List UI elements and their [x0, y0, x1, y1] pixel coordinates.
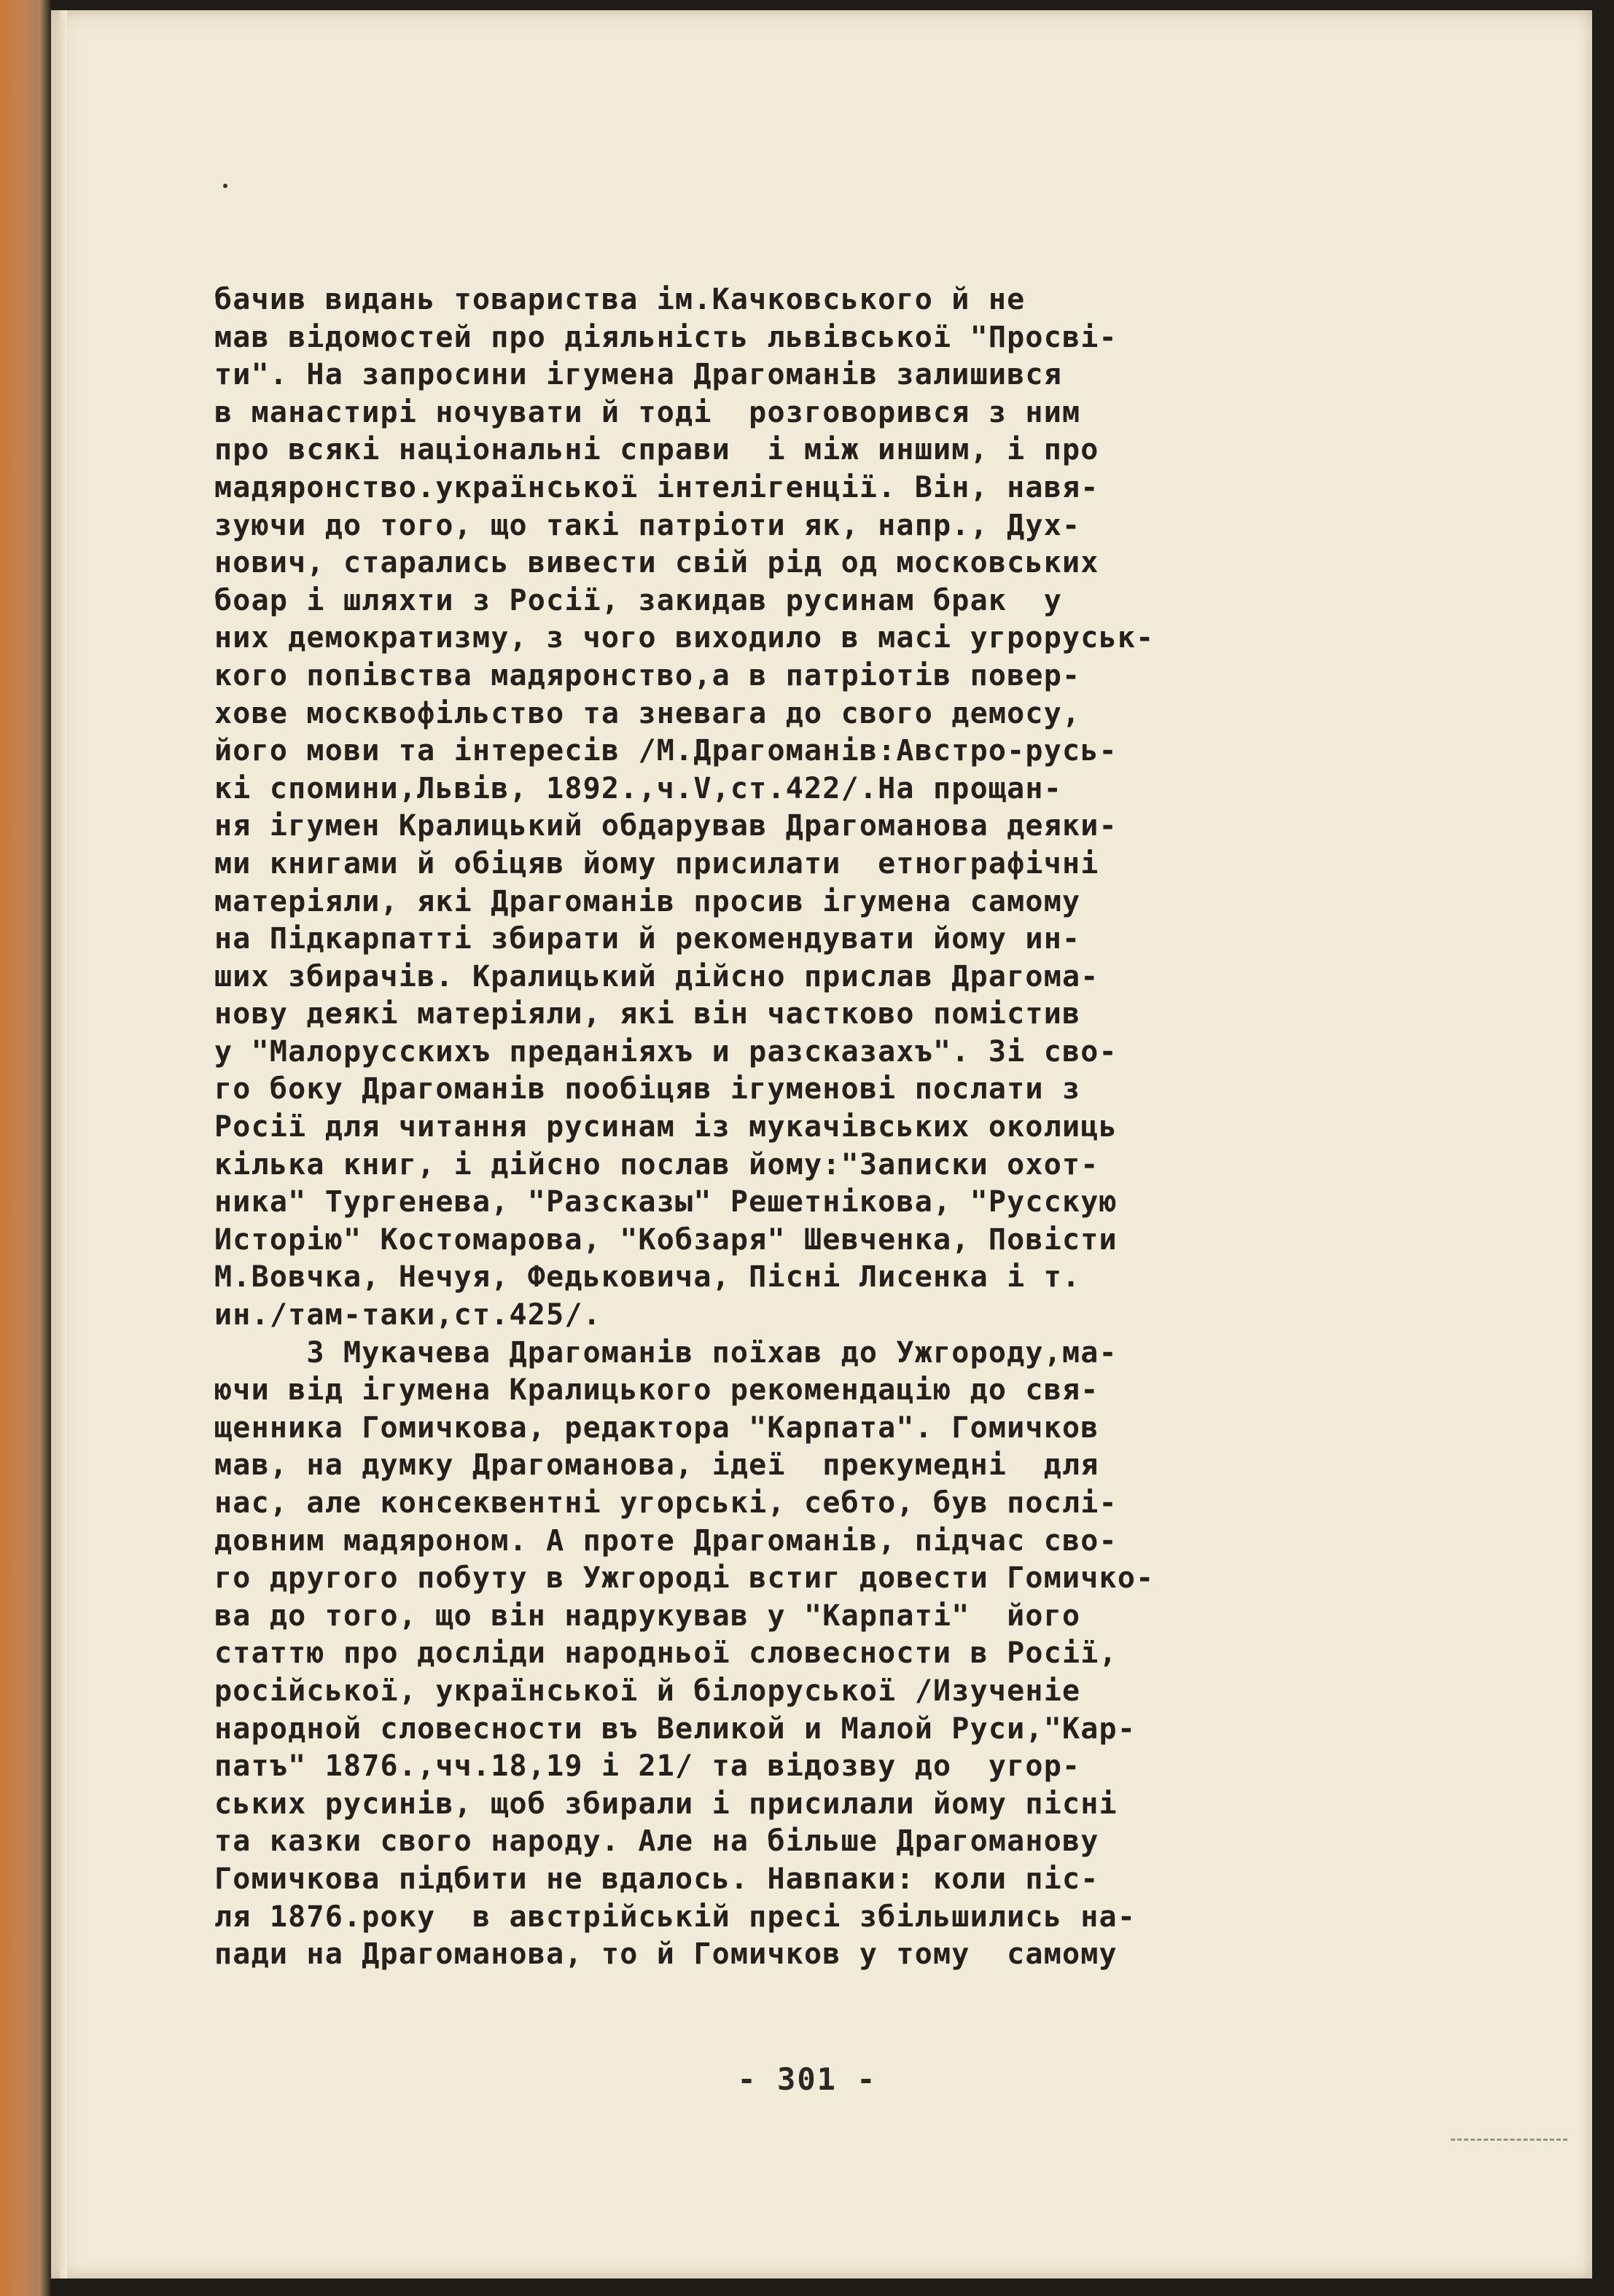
text-line: мав відомостей про діяльність львівської "Просві- — [214, 320, 1118, 354]
text-line: Гомичкова підбити не вдалось. Навпаки: коли піс- — [214, 1862, 1099, 1896]
text-line: нову деякі матеріяли, які він частково помістив — [214, 997, 1081, 1031]
text-line: мадяронство.української інтелігенції. Він, навя- — [214, 470, 1099, 504]
text-line: ських русинів, щоб збирали і присилали йому пісні — [214, 1787, 1118, 1821]
text-line: про всякі національні справи і між иншим, і про — [214, 433, 1099, 467]
text-line: бачив видань товариства ім.Качковського й не — [214, 283, 1026, 316]
page-fold-shadow — [60, 10, 67, 2279]
text-line: російської, української й білоруської /Изученіе — [214, 1674, 1081, 1708]
text-line: в манастирі ночувати й тоді розговорився з ним — [214, 395, 1081, 429]
text-line: ника" Тургенева, "Разсказы" Решетнікова, "Русскую — [214, 1185, 1118, 1219]
text-line: хове москвофільство та зневага до свого демосу, — [214, 696, 1081, 730]
text-line: ти". На запросини ігумена Драгоманів залишився — [214, 358, 1062, 392]
text-line: кілька книг, і дійсно послав йому:"Записки охот- — [214, 1147, 1099, 1182]
text-line: його мови та інтересів /М.Драгоманів:Австро-русь- — [214, 734, 1118, 768]
text-line: нович, старались вивести свій рід од московських — [214, 546, 1099, 580]
text-line: боар і шляхти з Росії, закидав русинам брак у — [214, 583, 1062, 617]
dashed-rule — [1451, 2139, 1567, 2141]
text-line: ин./там-таки,ст.425/. — [214, 1298, 601, 1332]
text-line: довним мадяроном. А проте Драгоманів, підчас сво- — [214, 1523, 1118, 1558]
text-line: та казки свого народу. Але на більше Драгоманову — [214, 1824, 1099, 1859]
text-line: ючи від ігумена Кралицького рекомендацію до свя- — [214, 1373, 1099, 1407]
text-line: патъ" 1876.,чч.18,19 і 21/ та відозву до угор- — [214, 1749, 1081, 1784]
text-line: ми книгами й обіцяв йому присилати етнографічні — [214, 846, 1099, 880]
text-line: них демократизму, з чого виходило в масі угроруськ- — [214, 621, 1155, 655]
text-line: зуючи до того, що такі патріоти як, напр., Дух- — [214, 508, 1081, 542]
text-line: го другого побуту в Ужгороді встиг довести Гомичко- — [214, 1561, 1155, 1596]
text-line: кого попівства мадяронство,а в патріотів повер- — [214, 658, 1081, 692]
text-line: щенника Гомичкова, редактора "Карпата". Гомичков — [214, 1410, 1099, 1445]
text-line: ня ігумен Кралицький обдарував Драгоманова деяки- — [214, 809, 1118, 843]
text-line: ва до того, що він надрукував у "Карпаті" його — [214, 1598, 1081, 1633]
text-line: статтю про досліди народньої словесности в Росії, — [214, 1636, 1118, 1671]
page-number: - 301 - — [737, 2061, 877, 2097]
text-line: го боку Драгоманів пообіцяв ігуменові послати з — [214, 1072, 1081, 1106]
text-line: Росії для читання русинам із мукачівських околиць — [214, 1110, 1118, 1144]
text-line: мав, на думку Драгоманова, ідеї прекумедні для — [214, 1448, 1099, 1483]
text-line: ших збирачів. Кралицький дійсно прислав Драгома- — [214, 959, 1099, 993]
ink-dot — [223, 184, 227, 188]
text-line: нас, але консеквентні угорські, себто, був послі- — [214, 1486, 1118, 1520]
text-line: пади на Драгоманова, то й Гомичков у тому самому — [214, 1937, 1118, 1972]
text-line: кі спомини,Львів, 1892.,ч.V,ст.422/.На прощан- — [214, 771, 1062, 805]
book-spine-edge — [0, 0, 51, 2296]
text-line: матеріяли, які Драгоманів просив ігумена самому — [214, 884, 1081, 918]
text-line: З Мукачева Драгоманів поїхав до Ужгороду,ма- — [214, 1335, 1118, 1370]
text-line: Исторію" Костомарова, "Кобзаря" Шевченка, Повісти — [214, 1222, 1118, 1257]
text-line: М.Вовчка, Нечуя, Федьковича, Пісні Лисенка і т. — [214, 1260, 1081, 1295]
text-line: на Підкарпатті збирати й рекомендувати йому ин- — [214, 922, 1081, 956]
text-line: ля 1876.року в австрійській пресі збільшились на- — [214, 1899, 1137, 1934]
text-line: народной словесности въ Великой и Малой Руси,"Кар- — [214, 1711, 1137, 1746]
text-line: у "Малорусскихъ преданіяхъ и разсказахъ". Зі сво- — [214, 1034, 1118, 1069]
typewritten-body — [214, 281, 1446, 1974]
